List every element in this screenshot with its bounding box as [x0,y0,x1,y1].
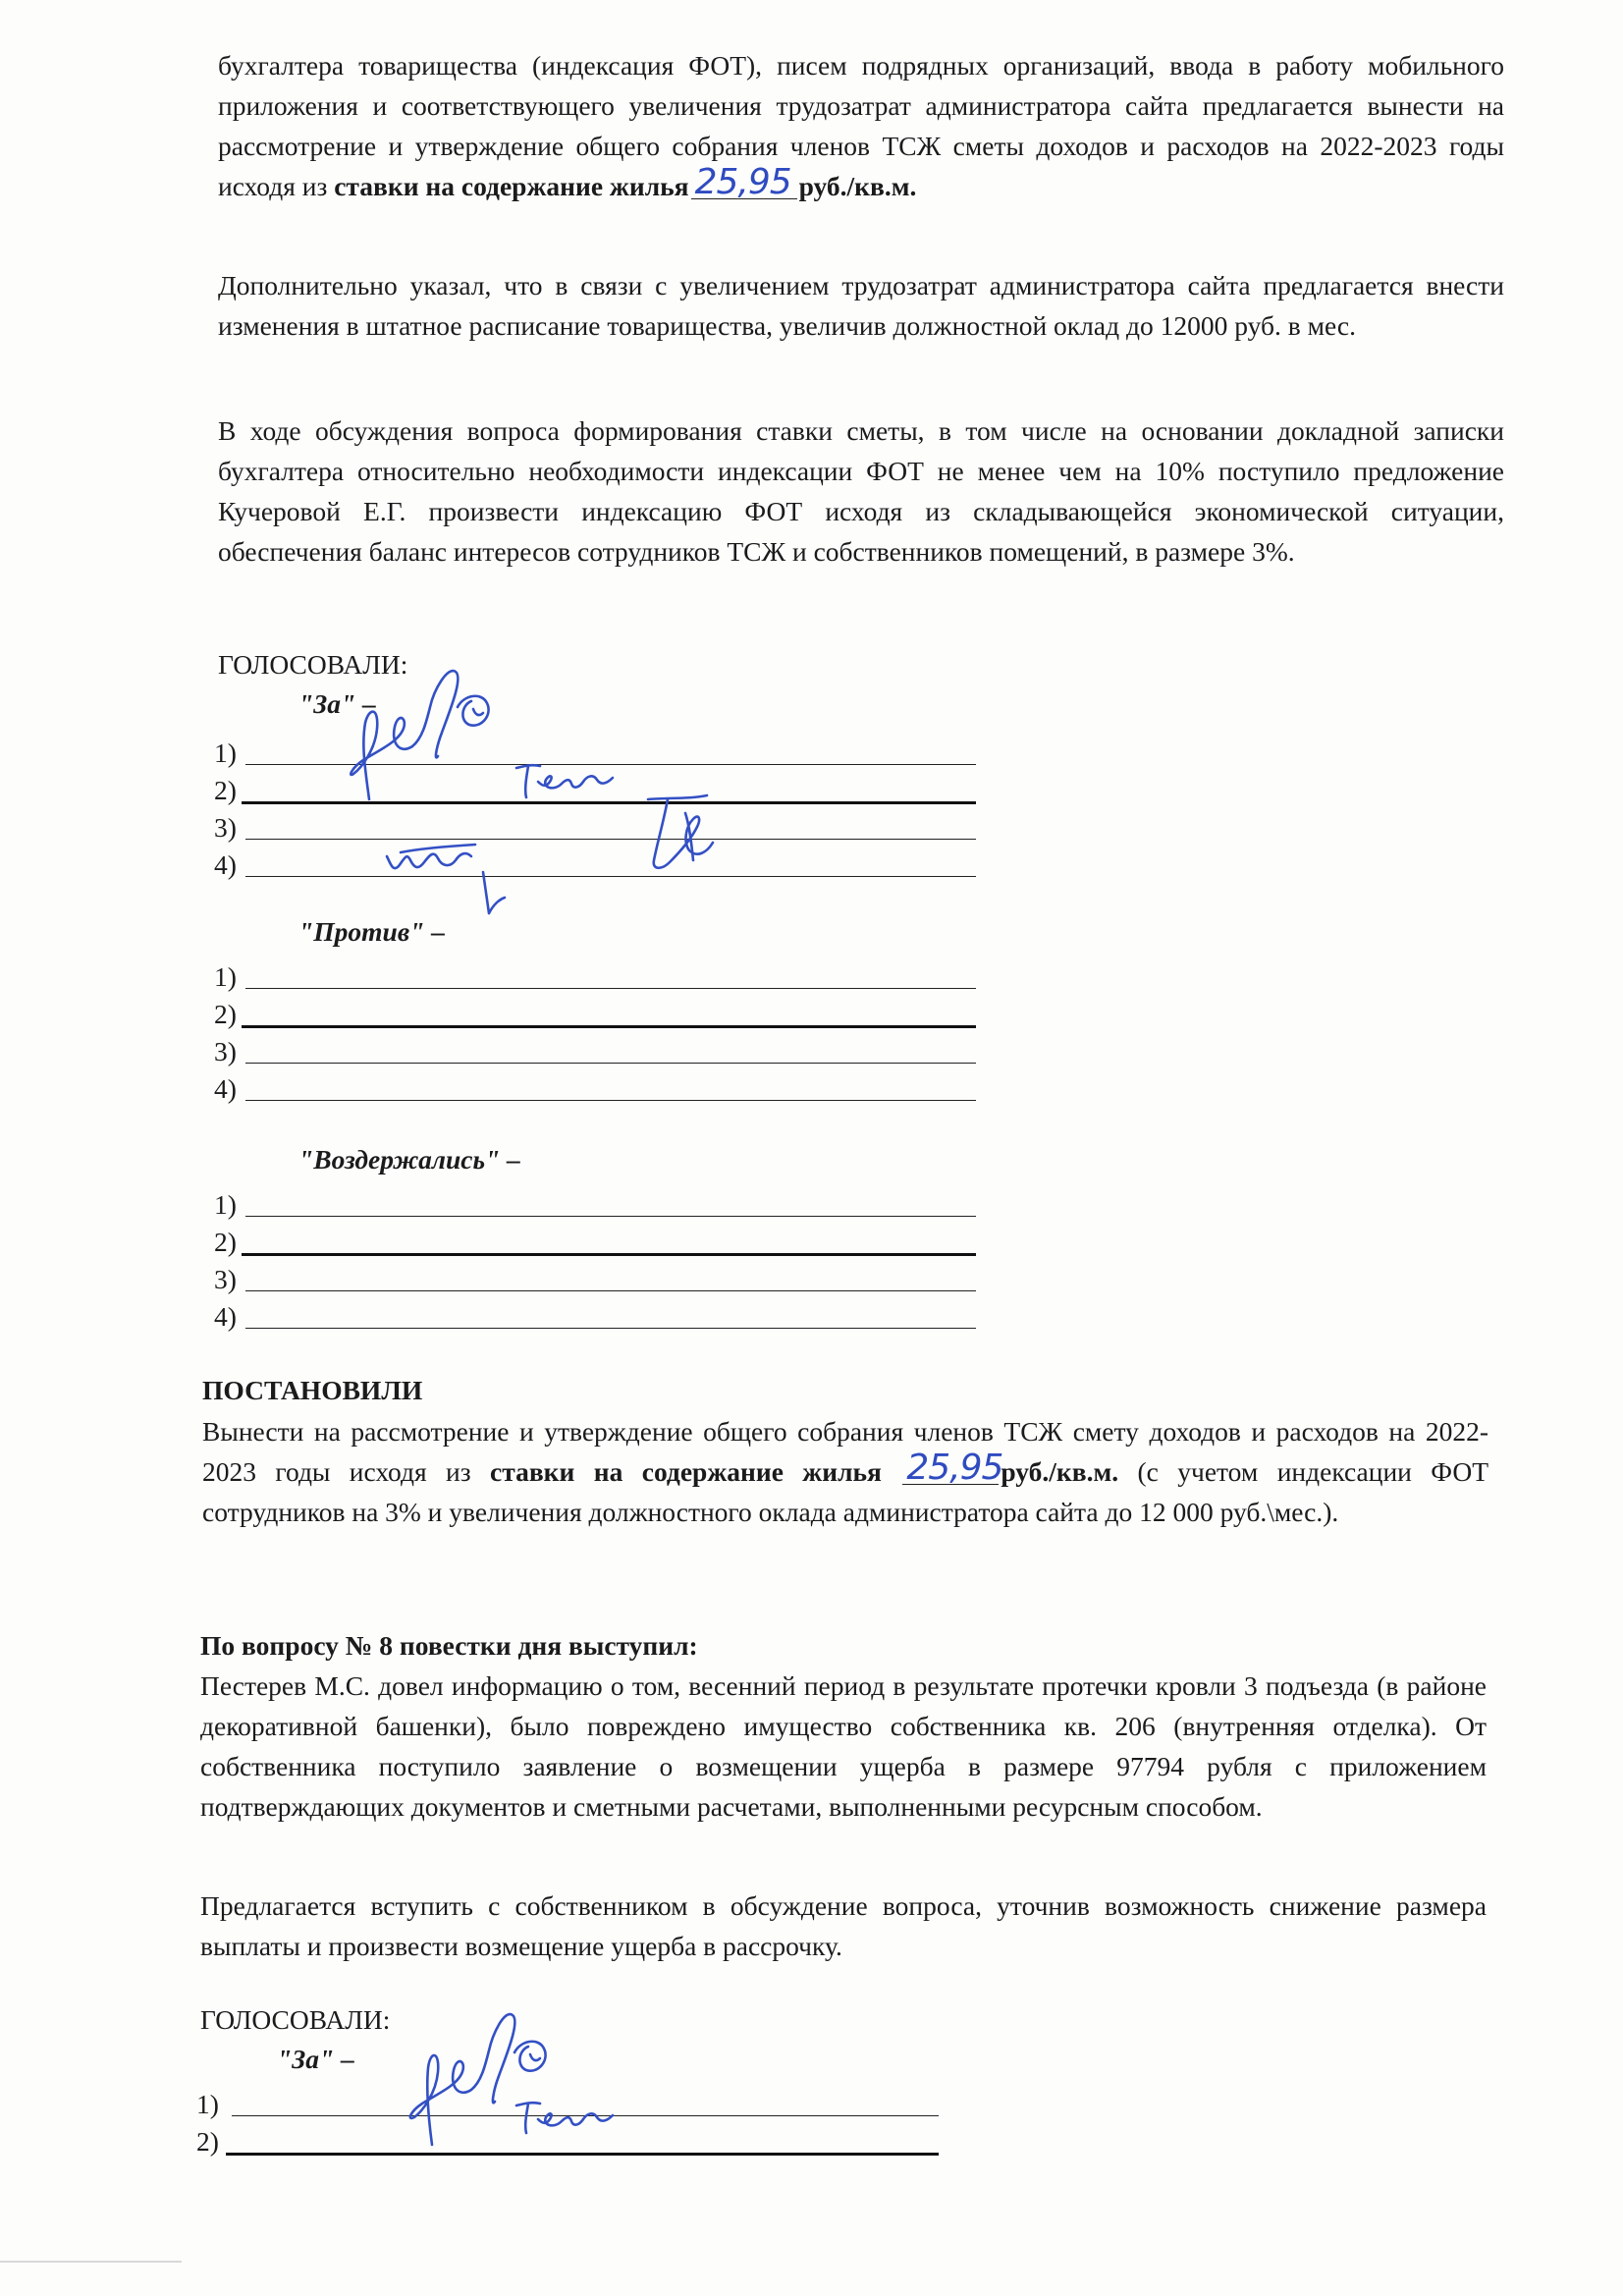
vote-line-abstain-1: 1) [214,1190,980,1220]
vote-line-against-2: 2) [214,1000,980,1029]
vote-line-for-2: 2) [214,776,980,805]
vote-title-2: ГОЛОСОВАЛИ: [200,2004,391,2035]
vote-label-abstain: "Воздержались" – [298,1144,520,1175]
signature-2-block-1 [511,756,628,805]
vote-line-2-2: 2) [196,2127,962,2157]
resolution-rate-unit: руб./кв.м. [1001,1456,1119,1487]
vote-line-2-1: 1) [196,2090,962,2119]
vote-line-against-3: 3) [214,1037,980,1066]
vote-line-for-4: 4) [214,850,980,880]
vote-label-against: "Против" – [298,916,446,947]
question-8-heading: По вопросу № 8 повестки дня выступил: [200,1630,698,1661]
handwritten-rate-field-resolution [902,1448,1003,1488]
resolution-heading: ПОСТАНОВИЛИ [202,1375,423,1405]
question-8-paragraph-1: Пестерев М.С. довел информацию о том, весенний период в результате протечки кровли 3 подъезда (в районе декоративной башенки), было повреждено имущество собственника кв. 206 (внутренняя отделка). От собственника поступило заявление о возмещении ущерба в размере 97794 рубля с приложением подтверждающих документов и сметными расчетами, выполненными ресурсным способом. [200,1670,1487,1822]
resolution-rate-label: ставки на содержание жилья [490,1456,882,1487]
scan-edge-line [0,2261,182,2263]
vote-line-against-4: 4) [214,1074,980,1104]
rate-label: ставки на содержание жилья [334,171,689,201]
vote-title-1: ГОЛОСОВАЛИ: [218,649,408,680]
signature-2-block-2 [511,2092,628,2141]
vote-line-abstain-3: 3) [214,1265,980,1294]
rate-unit: руб./кв.м. [798,171,917,201]
signature-4-block-1 [628,792,727,880]
vote-line-for-1: 1) [214,738,980,768]
question-8-paragraph-2: Предлагается вступить с собственником в обсуждение вопроса, уточнив возможность снижение размера выплаты и произвести возмещение ущерба в рассрочку. [200,1890,1487,1961]
vote-line-abstain-4: 4) [214,1302,980,1332]
vote-label-for-2: "За" – [277,2044,354,2074]
signature-3-block-1 [381,827,518,925]
paragraph-budget-proposal [218,45,1504,206]
handwritten-rate-field [691,162,797,202]
signature-1-block-1 [340,652,526,819]
handwritten-rate-value: 25,95 [694,162,791,202]
vote-line-abstain-2: 2) [214,1228,980,1257]
vote-label-for: "За" – [298,688,376,719]
paragraph-budget-proposal-text: бухгалтера товарищества (индексация ФОТ), писем подрядных организаций, ввода в работу мобильного приложения и соответствующего увеличения трудозатрат администратора сайта предлагается вынести на рассмотрение и утверждение общего собрания членов ТСЖ сметы доходов и расходов на 2022-2023 годы исходя из [218,50,1504,201]
resolution-text: Вынести на рассмотрение и утверждение общего собрания членов ТСЖ смету доходов и расходов на 2022-2023 годы исходя из ставки на содержание жилья 25,95 руб./кв.м. (с учетом индексации ФОТ сотрудников на 3% и увеличения должностного оклада администратора сайта до 12 000 руб.\мес.). [202,1416,1489,1527]
vote-line-for-3: 3) [214,813,980,843]
paragraph-discussion: В ходе обсуждения вопроса формирования ставки сметы, в том числе на основании докладной записки бухгалтера относительно необходимости индексации ФОТ не менее чем на 10% поступило предложение Кучеровой Е.Г. произвести индексацию ФОТ исходя из складывающейся экономической ситуации, обеспечения баланс интересов сотрудников ТСЖ и собственников помещений, в размере 3%. [218,415,1504,567]
handwritten-rate-value-resolution: 25,95 [906,1448,1003,1488]
vote-line-against-1: 1) [214,962,980,992]
paragraph-salary-change: Дополнительно указал, что в связи с увеличением трудозатрат администратора сайта предлагается внести изменения в штатное расписание товарищества, увеличив должностной оклад до 12000 руб. в мес. [218,270,1504,341]
